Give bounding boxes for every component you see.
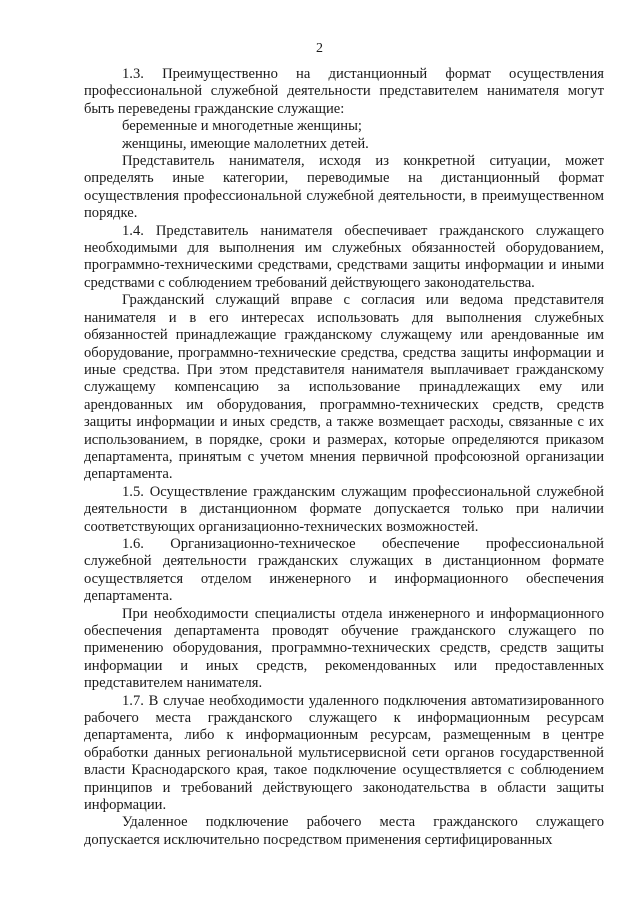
paragraph-other-categories: Представитель нанимателя, исходя из конкретной ситуации, может определять иные категории, переводимые на дистанционный формат осуществления профессиональной служебной деятельности, в преимущественном порядке. (84, 153, 604, 222)
paragraph-1-3: 1.3. Преимущественно на дистанционный формат осуществления профессиональной служебной деятельности представителем нанимателя могут быть переведены гражданские служащие: (84, 66, 604, 117)
paragraph-1-5: 1.5. Осуществление гражданским служащим профессиональной служебной деятельности в дистанционном формате допускается только при наличии соответствующих организационно-технических возможностей. (84, 483, 604, 535)
document-body (84, 66, 604, 849)
paragraph-1-7: 1.7. В случае необходимости удаленного подключения автоматизированного рабочего места гражданского служащего к информационным ресурсам департамента, либо к информационным ресурсам, размещенным в центре обработки данных региональной мультисервисной сети органов государственной власти Краснодарского края, такое подключение осуществляется с соблюдением принципов и требований действующего законодательства в области защиты информации. (84, 692, 604, 814)
paragraph-own-equipment: Гражданский служащий вправе с согласия или ведома представителя нанимателя и в его интересах использовать для выполнения служебных обязанностей принадлежащие гражданскому служащему или арендованные им оборудование, программно-технические средства, средства защиты информации и иные средства. При этом представителя нанимателя выплачивает гражданскому служащему компенсацию за использование принадлежащих ему или арендованных им оборудования, программно-технических средств, средств защиты информации и иных средств, а также возмещает расходы, связанные с их использованием, в порядке, сроки и размерах, которые определяются приказом департамента, принятым с учетом мнения первичной профсоюзной организации департамента. (84, 292, 604, 483)
list-item-women-with-young-children: женщины, имеющие малолетних детей. (122, 135, 369, 152)
paragraph-1-4: 1.4. Представитель нанимателя обеспечивает гражданского служащего необходимыми для выполнения им служебных обязанностей оборудованием, программно-техническими средствами, средствами защиты информации и иными средствами с соблюдением требований действующего законодательства. (84, 222, 604, 291)
list-item-pregnant-large-families: беременные и многодетные женщины; (122, 118, 362, 135)
page-number: 2 (316, 41, 323, 56)
paragraph-1-6: 1.6. Организационно-техническое обеспечение профессиональной служебной деятельности гражданских служащих в дистанционном формате осуществляется отделом инженерного и информационного обеспечения департамента. (84, 535, 604, 605)
paragraph-training: При необходимости специалисты отдела инженерного и информационного обеспечения департамента проводят обучение гражданского служащего по применению оборудования, программно-технических средств, средств защиты информации и иных средств, рекомендованных или предоставленных представителем нанимателя. (84, 605, 604, 692)
paragraph-remote-connection: Удаленное подключение рабочего места гражданского служащего допускается исключительно посредством применения сертифицированных (84, 814, 604, 848)
